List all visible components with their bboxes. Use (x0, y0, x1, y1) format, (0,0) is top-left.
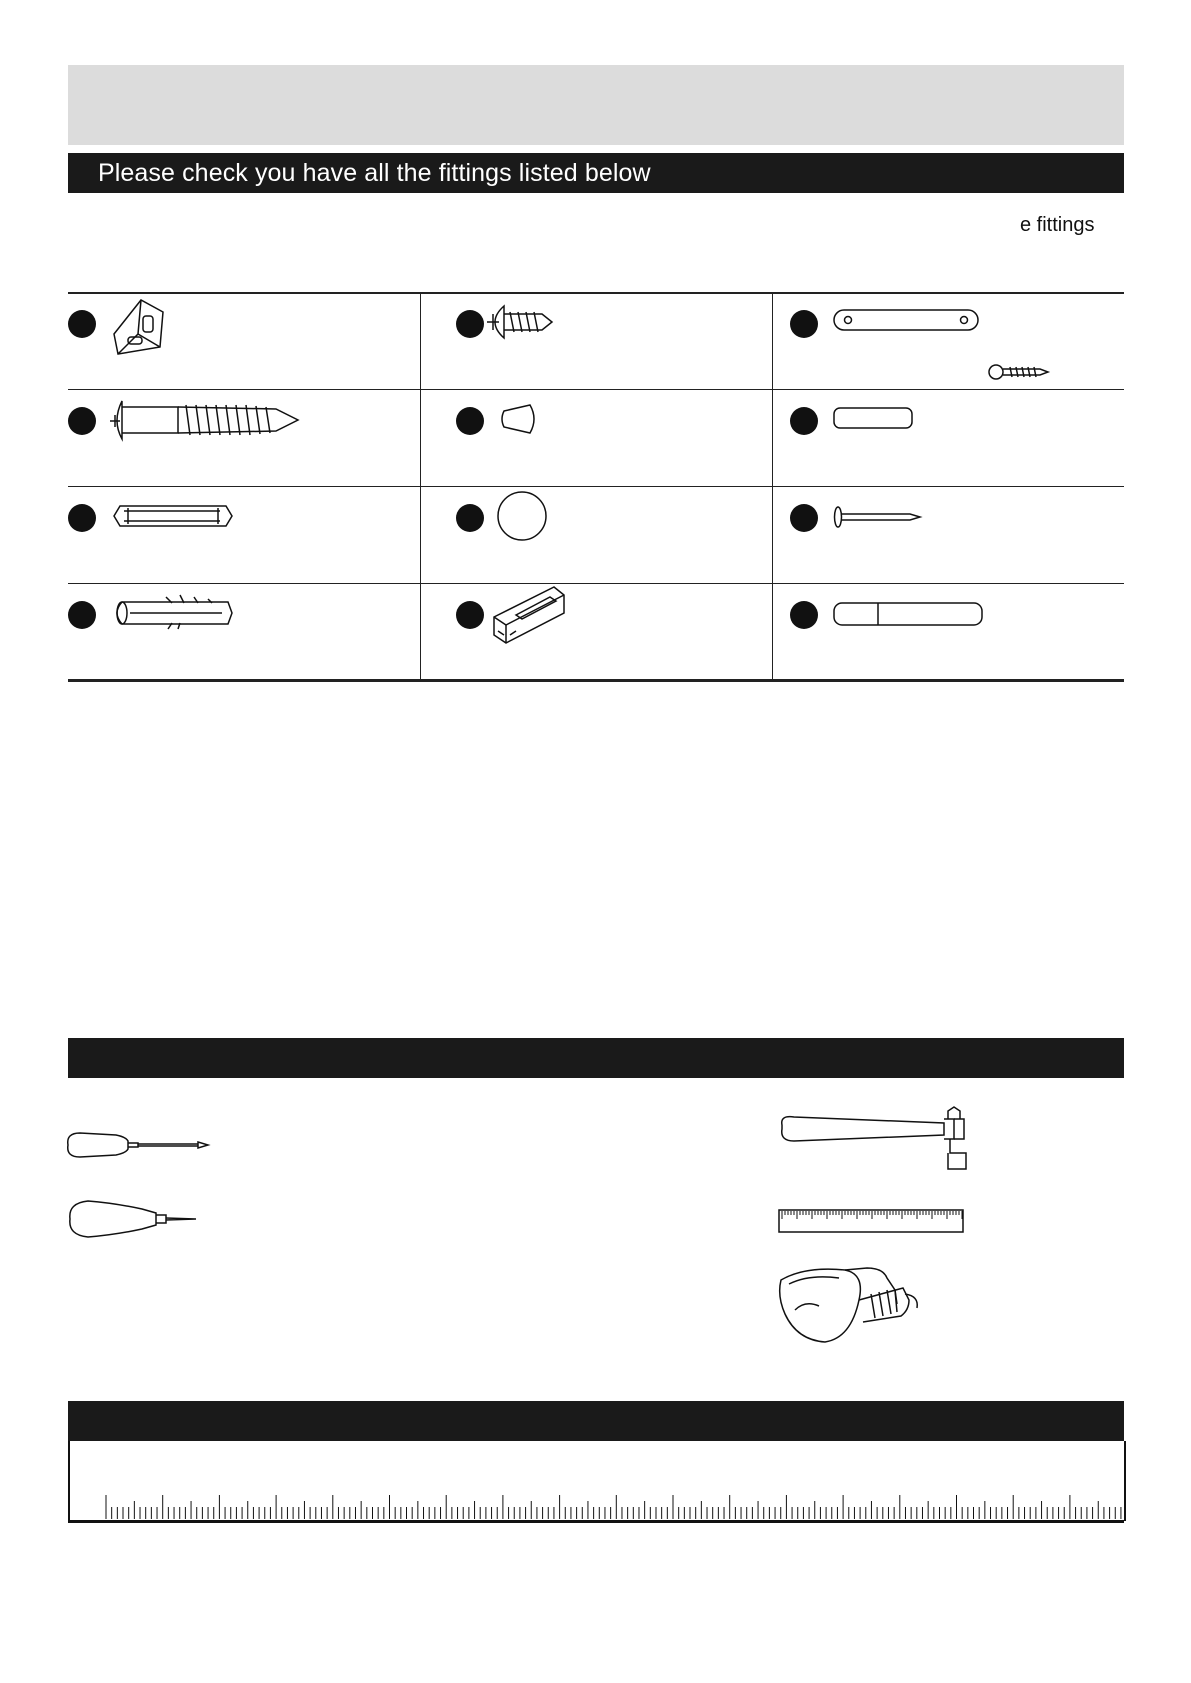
fittings-title-bar (68, 153, 1124, 193)
fitting-cell (420, 389, 772, 486)
fittings-title: Please check you have all the fittings listed below (98, 159, 651, 187)
fitting-cell (420, 583, 772, 680)
phillips-screwdriver-icon (64, 1125, 214, 1165)
fitting-cell (420, 486, 772, 583)
ruler-icon (778, 1208, 968, 1234)
rod-icon (772, 389, 1124, 486)
touch-up-pen-icon (772, 583, 1124, 680)
fittings-grid (68, 292, 1124, 682)
drawer-runner-block-icon (420, 583, 772, 680)
fitting-cell (68, 292, 420, 389)
fitting-cell (772, 292, 1124, 389)
safety-glasses-icon (775, 1260, 925, 1350)
connecting-plate-with-screw-icon (772, 292, 1124, 389)
wall-plug-icon (68, 583, 420, 680)
cover-cap-icon (420, 486, 772, 583)
ruler-baseline (68, 1520, 1124, 1523)
partial-note: e fittings (1020, 214, 1095, 236)
nail-icon (772, 486, 1124, 583)
fitting-cell (772, 389, 1124, 486)
fitting-cell (772, 583, 1124, 680)
measuring-ruler (68, 1485, 1124, 1523)
bradawl-icon (64, 1195, 204, 1245)
fitting-cell (68, 486, 420, 583)
hammer-icon (780, 1105, 980, 1175)
fitting-cell (420, 292, 772, 389)
fitting-cell (772, 486, 1124, 583)
tools-required-bar (68, 1038, 1124, 1078)
corner-bracket-icon (68, 292, 420, 389)
long-wood-screw-icon (68, 389, 420, 486)
tapered-plug-icon (420, 389, 772, 486)
ruler-title-bar (68, 1401, 1124, 1441)
header-band (68, 65, 1124, 145)
fitting-cell (68, 389, 420, 486)
pan-head-screw-icon (420, 292, 772, 389)
fitting-cell (68, 583, 420, 680)
wooden-dowel-icon (68, 486, 420, 583)
